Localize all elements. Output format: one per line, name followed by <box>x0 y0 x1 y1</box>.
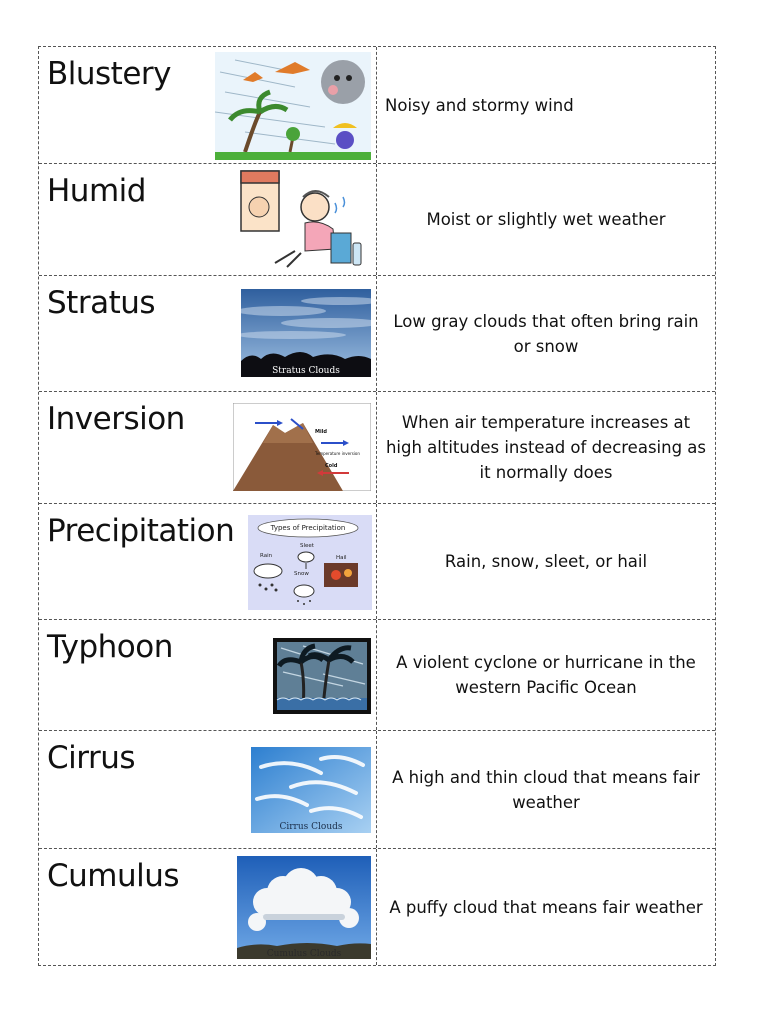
card-row-inversion <box>39 392 715 504</box>
term-cell <box>39 731 377 848</box>
definition-text: Low gray clouds that often bring rain or snow <box>393 311 699 356</box>
term-label: Typhoon <box>47 629 173 665</box>
term-label: Blustery <box>47 56 171 92</box>
definition-text: A high and thin cloud that means fair weather <box>392 767 700 812</box>
term-cell <box>39 164 377 275</box>
definition-text: Moist or slightly wet weather <box>426 210 666 229</box>
card-row-stratus <box>39 276 715 392</box>
term-cell <box>39 392 377 503</box>
stratus-clouds-photo-icon <box>241 289 371 377</box>
cirrus-clouds-photo-icon <box>251 747 371 833</box>
chart-title: Types of Precipitation <box>270 524 346 532</box>
term-label: Inversion <box>47 401 185 437</box>
term-label: Stratus <box>47 285 156 321</box>
definition-text: A violent cyclone or hurricane in the western Pacific Ocean <box>396 653 696 697</box>
card-row-cirrus <box>39 731 715 849</box>
typhoon-palm-trees-illustration-icon <box>273 638 371 714</box>
card-row-cumulus <box>39 849 715 965</box>
definition-text: A puffy cloud that means fair weather <box>389 897 703 917</box>
card-row-humid <box>39 164 715 276</box>
definition-text: Noisy and stormy wind <box>385 95 574 115</box>
term-label: Cirrus <box>47 740 136 776</box>
definition-text: Rain, snow, sleet, or hail <box>444 552 648 571</box>
vocabulary-card-sheet <box>38 46 716 966</box>
term-label: Cumulus <box>47 858 180 894</box>
term-cell <box>39 276 377 391</box>
diagram-label-mild: Mild <box>315 429 327 435</box>
term-label: Precipitation <box>47 513 235 549</box>
term-cell <box>39 849 377 965</box>
term-label: Humid <box>47 173 146 209</box>
card-row-blustery <box>39 47 715 164</box>
term-cell <box>39 504 377 619</box>
card-row-typhoon <box>39 620 715 731</box>
diagram-label-cold: Cold <box>325 463 338 469</box>
label-rain: Rain <box>260 553 273 559</box>
label-hail: Hail <box>336 555 347 561</box>
sweating-person-illustration-icon <box>235 167 369 273</box>
image-caption: Cirrus Clouds <box>279 822 343 832</box>
image-caption: Cumulus Clouds <box>266 949 342 959</box>
temperature-inversion-diagram-icon <box>233 403 371 491</box>
cumulus-clouds-photo-icon <box>237 856 371 959</box>
image-caption: Stratus Clouds <box>272 366 340 376</box>
card-row-precipitation <box>39 504 715 620</box>
term-cell <box>39 620 377 730</box>
precipitation-types-chart-icon <box>248 515 372 610</box>
definition-text: When air temperature increases at high altitudes instead of decreasing as it normally does <box>385 413 707 482</box>
wind-storm-illustration-icon <box>215 52 371 160</box>
diagram-label-inversion: Temperature inversion <box>315 451 360 456</box>
term-cell <box>39 47 377 163</box>
label-sleet: Sleet <box>300 543 314 549</box>
label-snow: Snow <box>294 571 309 577</box>
